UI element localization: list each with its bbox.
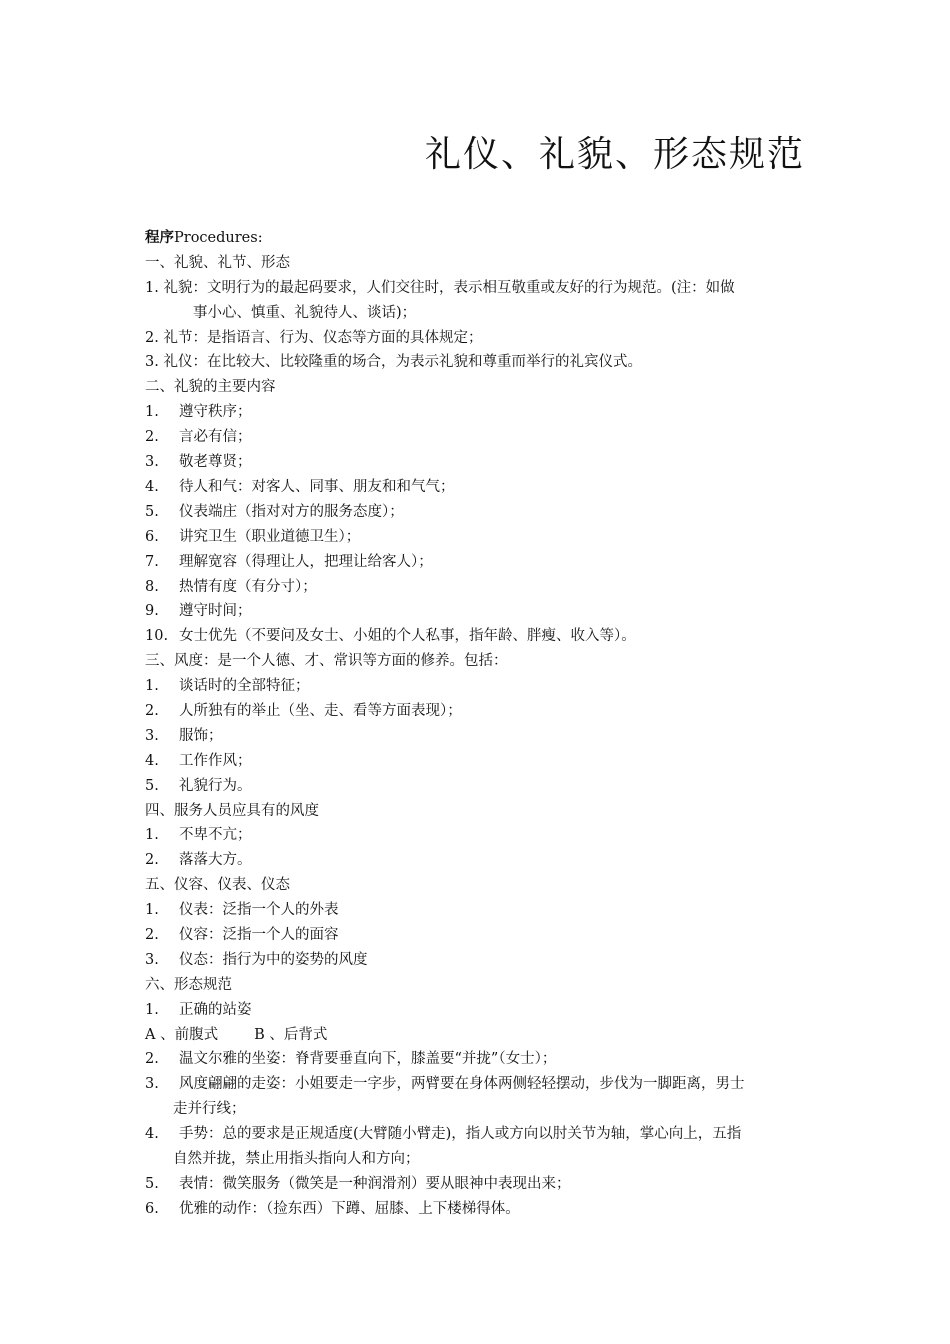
list-item: 3. 敬老尊贤；: [145, 454, 252, 471]
list-item: 2. 言必有信；: [145, 429, 252, 446]
list-item: 3. 仪态：指行为中的姿势的风度: [145, 951, 368, 968]
list-item: 6. 讲究卫生（职业道德卫生）；: [145, 528, 361, 545]
section-heading-2: 二、礼貌的主要内容: [145, 379, 276, 396]
list-item: 8. 热情有度（有分寸）；: [145, 578, 317, 595]
list-item: 5. 礼貌行为。: [145, 777, 252, 794]
document-title: 礼仪、礼貌、形态规范: [424, 134, 805, 175]
list-item: 2. 温文尔雅的坐姿：脊背要垂直向下，膝盖要“并拢”（女士）；: [145, 1051, 557, 1068]
list-item: 1. 仪表：泛指一个人的外表: [145, 902, 339, 919]
list-item: 2. 人所独有的举止（坐、走、看等方面表现）；: [145, 702, 462, 719]
section-heading-3: 三、风度：是一个人德、才、常识等方面的修养。包括：: [145, 653, 508, 670]
list-item: 9. 遵守时间；: [145, 603, 252, 620]
list-item: 1. 正确的站姿: [145, 1001, 252, 1018]
section-heading-6: 六、形态规范: [145, 976, 232, 993]
list-item: 2. 仪容：泛指一个人的面容: [145, 926, 339, 943]
list-item: 3. 礼仪：在比较大、比较隆重的场合，为表示礼貌和尊重而举行的礼宾仪式。: [145, 354, 642, 371]
list-item: 6. 优雅的动作：（捡东西）下蹲、屈膝、上下楼梯得体。: [145, 1200, 520, 1217]
list-item: 1. 不卑不亢；: [145, 827, 252, 844]
list-item: 4. 手势：总的要求是正规适度(大臂随小臂走)，指人或方向以肘关节为轴，掌心向上，五指 自然并拢，禁止用指头指向人和方向；: [145, 1126, 742, 1168]
procedures-label: 程序: [145, 229, 174, 246]
list-item: 10. 女士优先（不要问及女士、小姐的个人私事，指年龄、胖瘦、收入等）。: [145, 628, 636, 645]
list-item: 3. 风度翩翩的走姿：小姐要走一字步，两臂要在身体两侧轻轻摆动，步伐为一脚距离，男士 走并行线；: [145, 1076, 745, 1118]
stance-options: A 、前腹式 B 、后背式: [145, 1026, 328, 1043]
list-item: 2. 落落大方。: [145, 852, 252, 869]
procedures-en: Procedures:: [174, 230, 263, 246]
list-item: 3. 服饰；: [145, 727, 223, 744]
list-item: 1. 遵守秩序；: [145, 404, 252, 421]
section-heading-5: 五、仪容、仪表、仪态: [145, 877, 290, 894]
section-heading-4: 四、服务人员应具有的风度: [145, 802, 319, 819]
list-item: 1. 礼貌：文明行为的最起码要求，人们交往时，表示相互敬重或友好的行为规范。(注：如做 事小心、慎重、礼貌待人、谈话)；: [145, 279, 735, 321]
list-item: 7. 理解宽容（得理让人，把理让给客人）；: [145, 553, 433, 570]
document-body: [145, 226, 810, 1222]
list-item: 2. 礼节：是指语言、行为、仪态等方面的具体规定；: [145, 329, 483, 346]
list-item: 4. 待人和气：对客人、同事、朋友和和气气；: [145, 478, 455, 495]
list-item: 1. 谈话时的全部特征；: [145, 678, 310, 695]
section-heading-1: 一、礼貌、礼节、形态: [145, 254, 290, 271]
list-item: 5. 仪表端庄（指对对方的服务态度）；: [145, 503, 404, 520]
list-item: 4. 工作作风；: [145, 752, 252, 769]
procedures-heading: [145, 226, 810, 251]
list-item: 5. 表情：微笑服务（微笑是一种润滑剂）要从眼神中表现出来；: [145, 1175, 571, 1192]
